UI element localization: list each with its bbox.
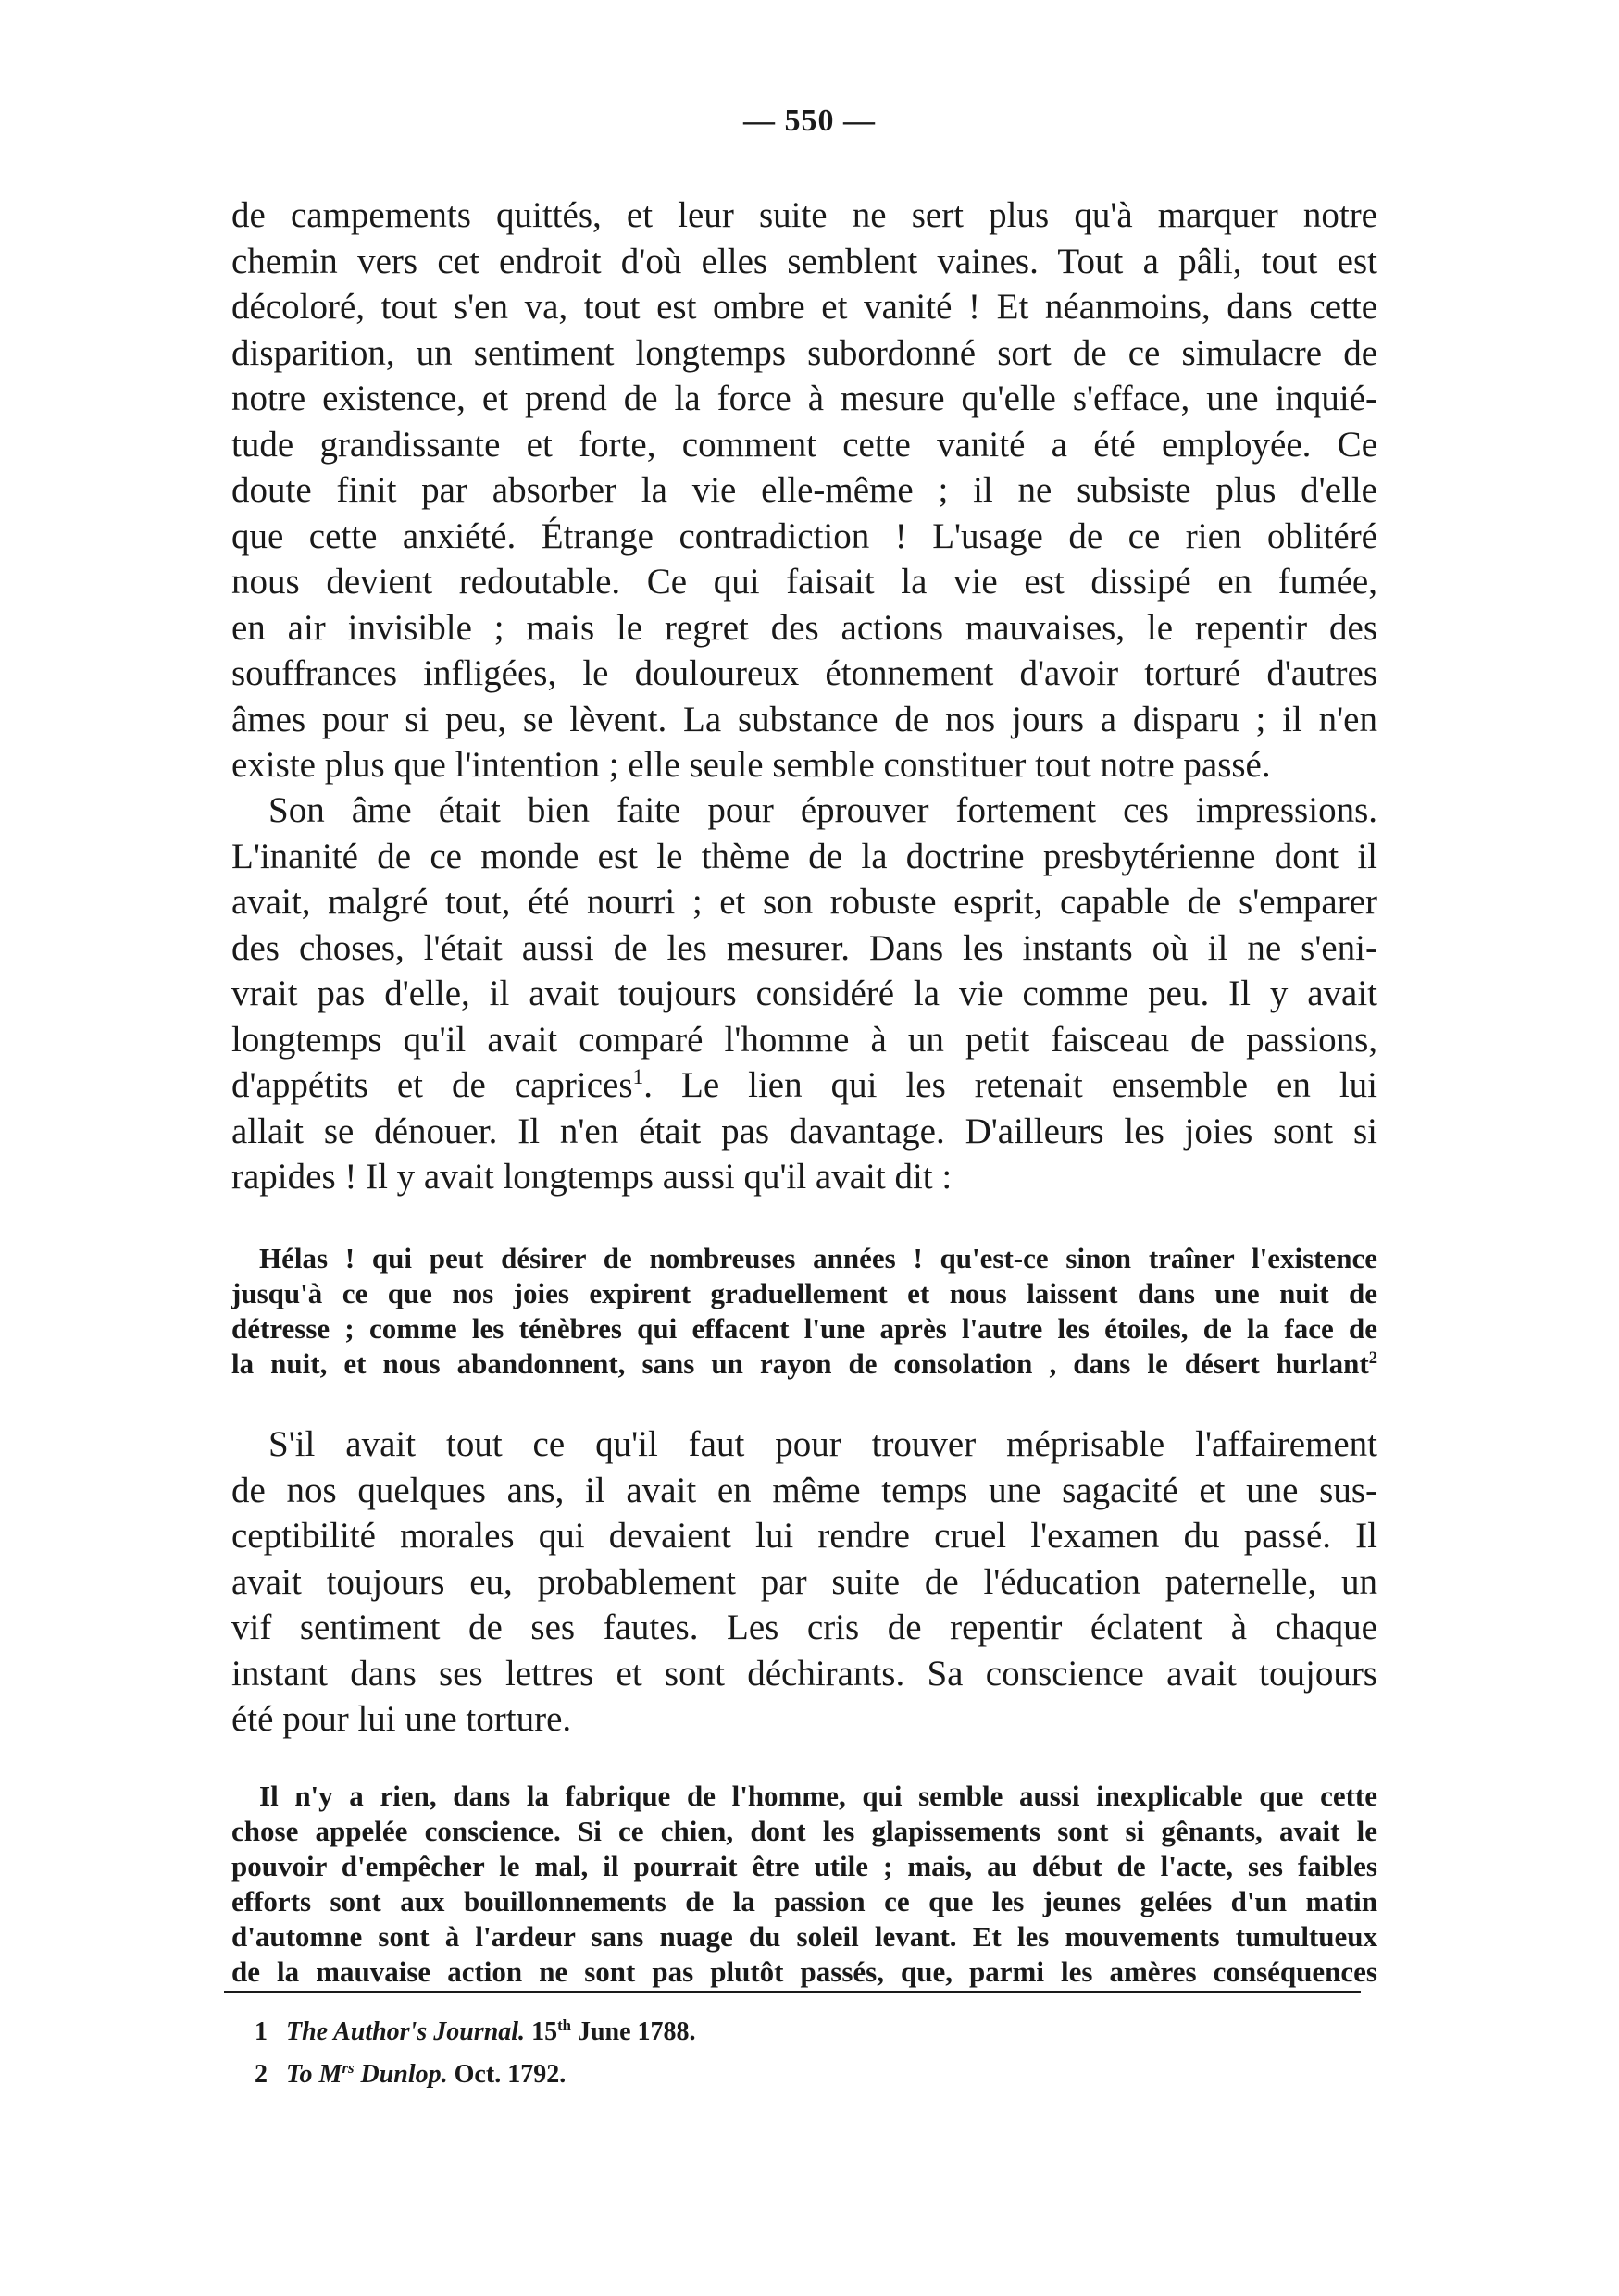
text-line: ceptibilité morales qui devaient lui rendre cruel l'examen du passé. Il — [231, 1516, 1377, 1556]
footnote-title: The Author's Journal. — [286, 2017, 526, 2046]
date-day: 15 — [531, 2017, 558, 2046]
text-line: doute finit par absorber la vie elle-même ; il ne subsiste plus d'elle — [231, 470, 1377, 510]
title-prefix: To M — [286, 2060, 342, 2089]
footnote-title — [286, 2060, 448, 2089]
quote-line: d'automne sont à l'ardeur sans nuage du soleil levant. Et les mouvements tumultueux — [231, 1920, 1377, 1953]
page-number: — 550 — — [743, 104, 876, 138]
quote-line: Hélas ! qui peut désirer de nombreuses années ! qu'est-ce sinon traîner l'existence — [259, 1242, 1377, 1274]
title-superscript: rs — [342, 2058, 355, 2077]
quote-2 — [231, 1779, 1377, 1990]
text-line: instant dans ses lettres et sont déchirants. Sa conscience avait toujours — [231, 1653, 1377, 1694]
text-line: avait, malgré tout, été nourri ; et son robuste esprit, capable de s'emparer — [231, 882, 1377, 922]
quote-line-with-footnote — [231, 1347, 1377, 1382]
text-line: des choses, l'était aussi de les mesurer. Dans les instants où il ne s'eni- — [231, 927, 1377, 968]
text-fragment: . Le lien qui les retenait ensemble en lui — [643, 1065, 1377, 1105]
footnote-ref-1: 1 — [632, 1064, 644, 1089]
quote-line: efforts sont aux bouillonnements de la passion ce que les jeunes gelées d'un matin — [231, 1885, 1377, 1917]
text-line: âmes pour si peu, se lèvent. La substance de nos jours a disparu ; il n'en — [231, 699, 1377, 739]
text-line: rapides ! Il y avait longtemps aussi qu'il avait dit : — [231, 1157, 953, 1197]
footnote-mark: 1 — [255, 2017, 268, 2046]
text-line: S'il avait tout ce qu'il faut pour trouver méprisable l'affairement — [268, 1424, 1377, 1464]
text-line: nous devient redoutable. Ce qui faisait la vie est dissipé en fumée, — [231, 562, 1377, 602]
text-line-with-footnote — [231, 1062, 1377, 1109]
quote-1 — [231, 1241, 1377, 1382]
date-rest: June 1788. — [570, 2017, 696, 2046]
text-line: que cette anxiété. Étrange contradiction ! L'usage de ce rien oblitéré — [231, 515, 1377, 556]
footnote-mark: 2 — [255, 2060, 268, 2089]
quote-line: de la mauvaise action ne sont pas plutôt passés, que, parmi les amères conséquences — [231, 1955, 1377, 1988]
quote-line: détresse ; comme les ténèbres qui effacent l'une après l'autre les étoiles, de la face de — [231, 1312, 1377, 1345]
text-line: en air invisible ; mais le regret des actions mauvaises, le repentir des — [231, 607, 1377, 648]
text-line: vrait pas d'elle, il avait toujours considéré la vie comme peu. Il y avait — [231, 974, 1377, 1013]
text-line: de nos quelques ans, il avait en même temps une sagacité et une sus- — [231, 1470, 1377, 1510]
text-line: souffrances infligées, le douloureux étonnement d'avoir torturé d'autres — [231, 653, 1377, 693]
text-line: tude grandissante et forte, comment cette vanité a été employée. Ce — [231, 424, 1377, 465]
text-fragment: la nuit, et nous abandonnent, sans un rayon de consolation , dans le désert hurlant — [231, 1347, 1369, 1380]
date-suffix: th — [557, 2016, 571, 2034]
text-line: disparition, un sentiment longtemps subordonné sort de ce simulacre de — [231, 332, 1377, 373]
footnote-1 — [255, 2017, 696, 2047]
text-line: été pour lui une torture. — [231, 1699, 572, 1739]
quote-line: chose appelée conscience. Si ce chien, dont les glapissements sont si gênants, avait le — [231, 1815, 1377, 1847]
text-line: vif sentiment de ses fautes. Les cris de repentir éclatent à chaque — [231, 1607, 1377, 1647]
quote-line: pouvoir d'empêcher le mal, il pourrait être utile ; mais, au début de l'acte, ses faibles — [231, 1850, 1377, 1882]
footnote-date — [531, 2017, 696, 2046]
text-line: allait se dénouer. Il n'en était pas davantage. D'ailleurs les joies sont si — [231, 1111, 1377, 1151]
text-line: décoloré, tout s'en va, tout est ombre et vanité ! Et néanmoins, dans cette — [231, 287, 1377, 327]
title-suffix: Dunlop. — [354, 2060, 448, 2089]
footnote-date: Oct. 1792. — [454, 2060, 567, 2089]
footnote-2 — [255, 2060, 566, 2090]
text-fragment: d'appétits et de caprices — [231, 1065, 633, 1105]
quote-line: Il n'y a rien, dans la fabrique de l'homme, qui semble aussi inexplicable que cette — [259, 1780, 1377, 1812]
paragraph-3 — [231, 1421, 1377, 1743]
text-line: longtemps qu'il avait comparé l'homme à un petit faisceau de passions, — [231, 1019, 1377, 1060]
paragraph-2 — [231, 788, 1377, 1200]
footnote-separator — [224, 1991, 1361, 1993]
paragraph-1 — [231, 192, 1377, 788]
quote-line: jusqu'à ce que nos joies expirent graduellement et nous laissent dans une nuit de — [231, 1277, 1377, 1309]
text-line: existe plus que l'intention ; elle seule semble constituer tout notre passé. — [231, 745, 1271, 785]
text-line: Son âme était bien faite pour éprouver fortement ces impressions. — [268, 790, 1377, 830]
footnote-ref-2: 2 — [1368, 1347, 1377, 1368]
text-line: L'inanité de ce monde est le thème de la doctrine presbytérienne dont il — [231, 836, 1377, 876]
text-line: avait toujours eu, probablement par suite de l'éducation paternelle, un — [231, 1561, 1377, 1602]
text-line: notre existence, et prend de la force à mesure qu'elle s'efface, une inquié- — [231, 379, 1377, 418]
text-line: chemin vers cet endroit d'où elles semblent vaines. Tout a pâli, tout est — [231, 241, 1377, 281]
text-line: de campements quittés, et leur suite ne sert plus qu'à marquer notre — [231, 195, 1377, 235]
